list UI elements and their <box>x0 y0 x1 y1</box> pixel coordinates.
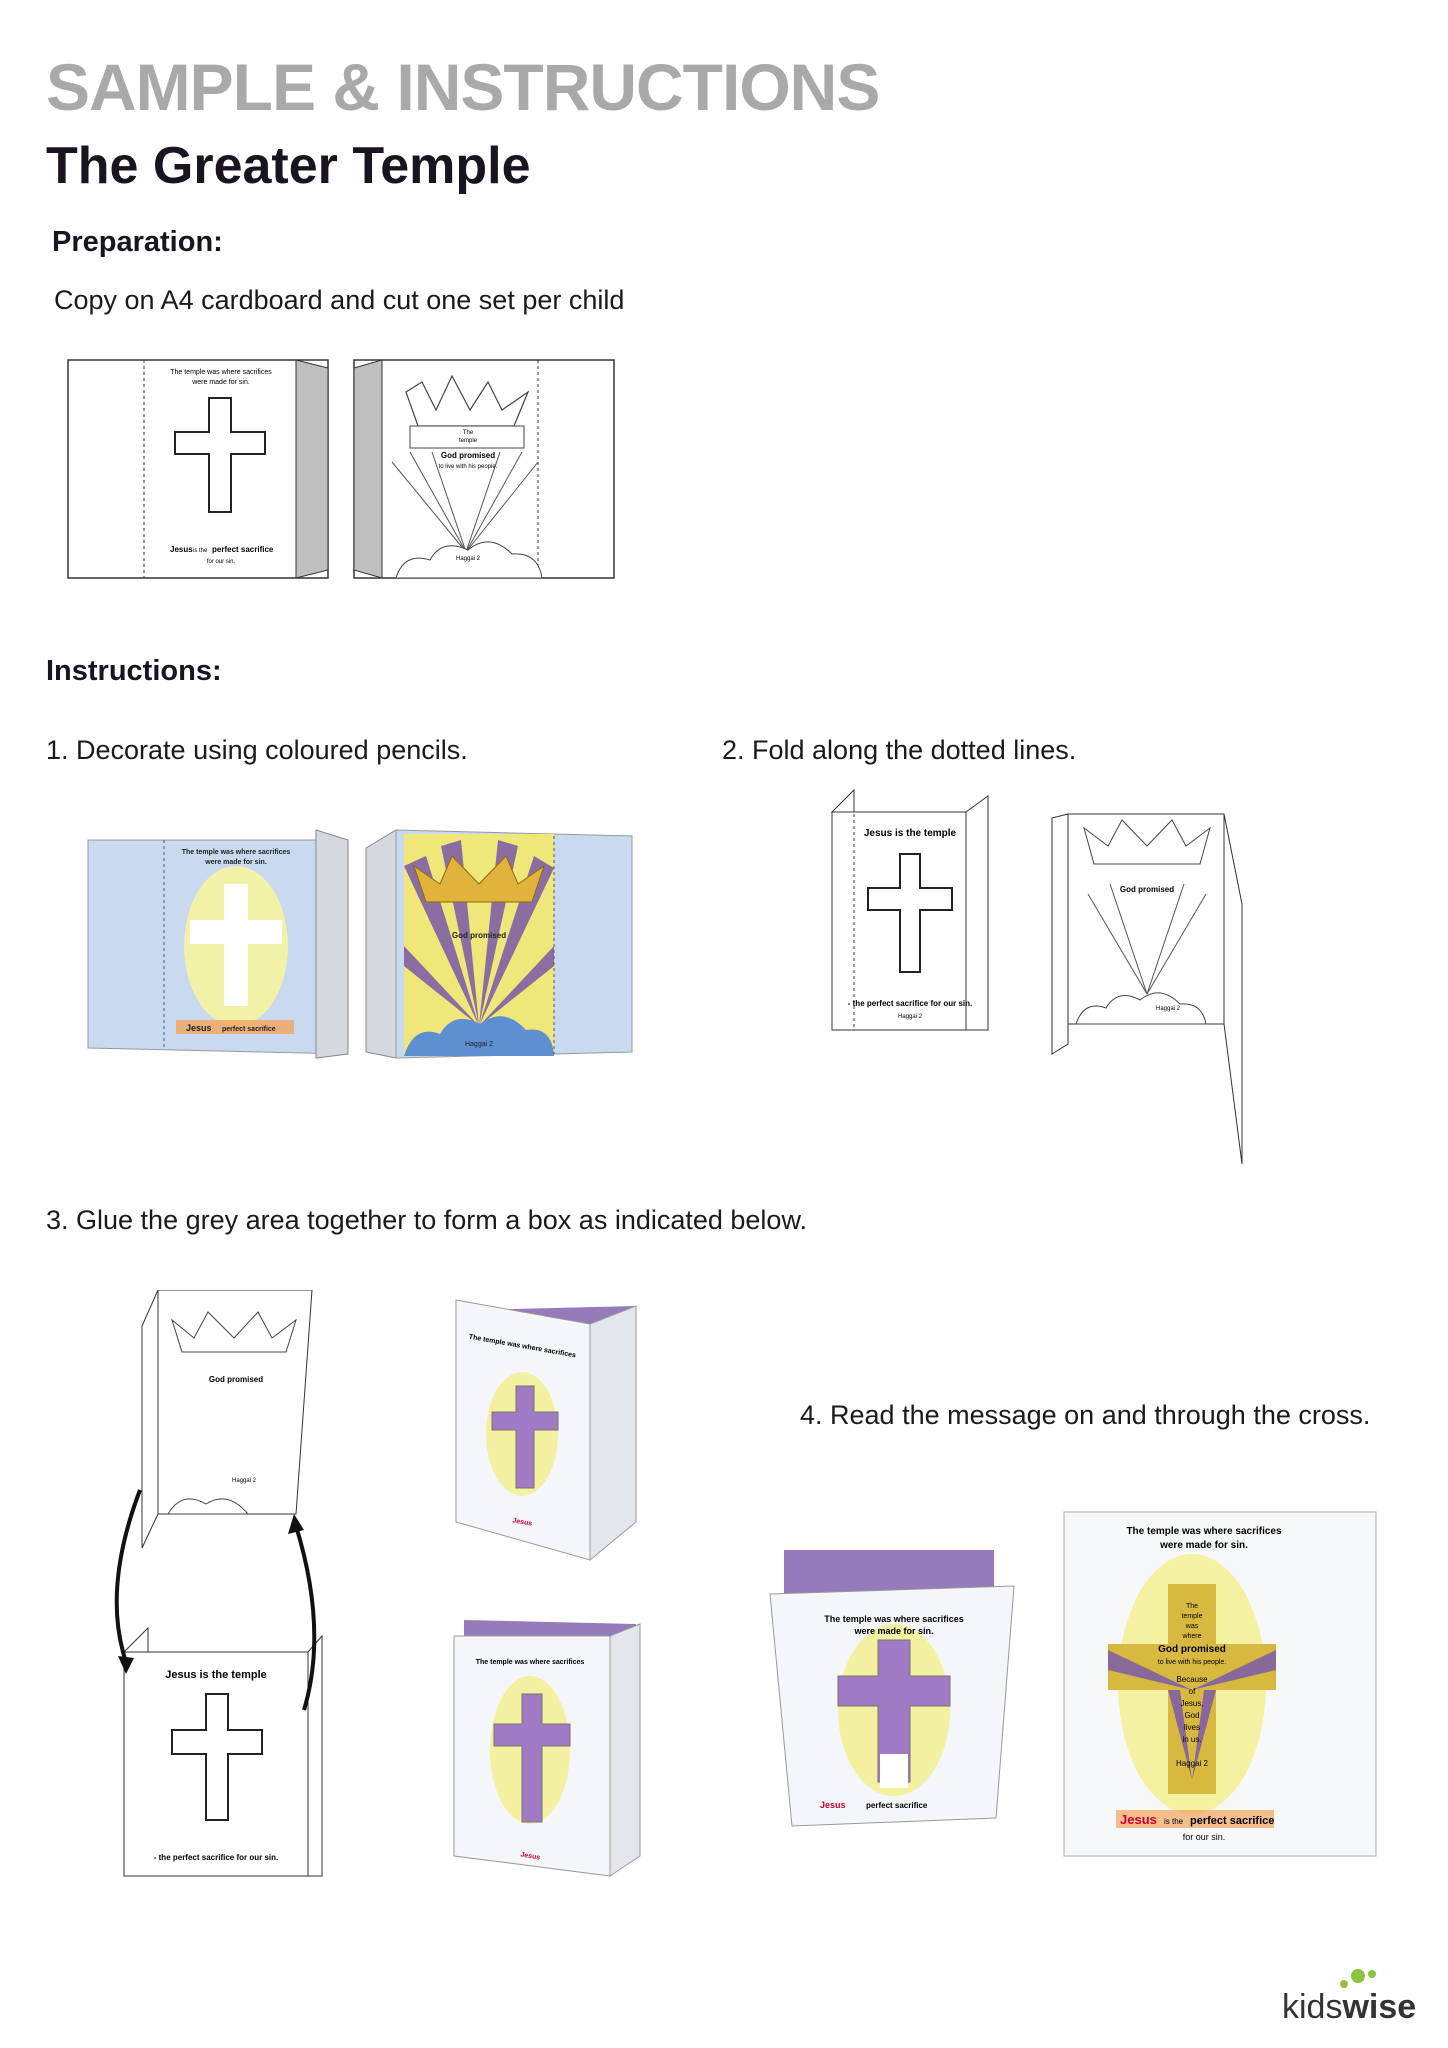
logo-wise: wise <box>1342 1988 1417 2026</box>
read-photo-2-of: of <box>1188 1687 1196 1696</box>
read-photo-1-perfect: perfect sacrifice <box>866 1801 928 1810</box>
decorated-front-jesus: Jesus <box>186 1023 212 1033</box>
read-photo-2-lives: lives <box>1183 1723 1201 1732</box>
decorated-front-top: The temple was where sacrifices <box>181 849 291 856</box>
read-photo-2-god: God promised <box>1158 1644 1226 1655</box>
front-top-text-2: were made for sin. <box>192 379 250 386</box>
glue-back-god: God promised <box>208 1375 264 1384</box>
glue-front-top: Jesus is the temple <box>165 1669 267 1681</box>
box-photo-2-top: The temple was where sacrifices <box>475 1659 585 1666</box>
read-photo-2-was: was <box>1185 1623 1199 1630</box>
instructions-heading: Instructions: <box>46 655 222 687</box>
decorated-back-ref: Haggai 2 <box>464 1041 494 1048</box>
read-photo-2-jesus: Jesus <box>1120 1812 1157 1827</box>
page-title: The Greater Temple <box>46 137 531 195</box>
read-photo-2-where: where <box>1182 1633 1202 1640</box>
read-photo-2-ref: Haggai 2 <box>1175 1759 1209 1768</box>
sample-heading: SAMPLE & INSTRUCTIONS <box>46 50 880 124</box>
folded-back-ref: Haggai 2 <box>1155 1006 1181 1012</box>
step-4-text: 4. Read the message on and through the cross. <box>800 1400 1371 1430</box>
glue-diagram <box>108 1290 328 1890</box>
back-ref: Haggai 2 <box>455 556 481 562</box>
front-bottom-text-2: for our sin. <box>206 559 236 565</box>
read-photo-2-live: to live with his people. <box>1157 1659 1227 1666</box>
back-line-live: to live with his people. <box>438 464 498 470</box>
folded-front-top: Jesus is the temple <box>863 828 957 839</box>
read-photo-2-god-line: God <box>1184 1711 1200 1720</box>
box-photo-2-jesus: Jesus <box>519 1851 541 1862</box>
decorated-template-photo <box>86 826 636 1062</box>
front-top-text: The temple was where sacrifices <box>170 369 272 376</box>
read-photo-2-top: The temple was where sacrifices <box>1126 1526 1282 1537</box>
read-photo-2-temple: temple <box>1181 1613 1203 1620</box>
folded-back-god: God promised <box>1119 885 1175 894</box>
read-photo-1-jesus: Jesus <box>820 1800 846 1810</box>
read-photo-1-top-2: were made for sin. <box>854 1626 934 1636</box>
glue-front-bottom: - the perfect sacrifice for our sin. <box>153 1853 279 1862</box>
decorated-back-god: God promised <box>451 931 507 940</box>
read-photo-2-the: The <box>1185 1603 1199 1610</box>
front-bottom-jesus: Jesus <box>170 545 193 554</box>
step-1-text: 1. Decorate using coloured pencils. <box>46 735 468 765</box>
logo-kids: kids <box>1282 1988 1343 2026</box>
step-3-text: 3. Glue the grey area together to form a box as indicated below. <box>46 1205 807 1235</box>
step-2-text: 2. Fold along the dotted lines. <box>722 735 1077 765</box>
folded-template-illustration <box>830 784 1250 1170</box>
read-photo-2-jesus-line: Jesus, <box>1180 1699 1204 1708</box>
read-photo-2-perfect: perfect sacrifice <box>1190 1815 1275 1827</box>
folded-front-bottom: - the perfect sacrifice for our sin. <box>847 999 973 1008</box>
box-photo-1-top: The temple was where sacrifices <box>468 1333 577 1360</box>
back-line-1: The <box>462 430 474 436</box>
read-photo-2-for-our-sin: for our sin. <box>1182 1832 1226 1842</box>
box-photo-1-jesus: Jesus <box>511 1517 533 1528</box>
box-photos <box>440 1290 650 1880</box>
glue-back-ref: Haggai 2 <box>231 1478 257 1484</box>
preparation-text: Copy on A4 cardboard and cut one set per child <box>54 285 625 315</box>
front-bottom-perfect: perfect sacrifice <box>212 545 274 554</box>
read-photo-2-top-2: were made for sin. <box>1160 1540 1248 1551</box>
read-photo-2-because: Because <box>1176 1675 1208 1684</box>
flat-template-illustration <box>66 352 626 586</box>
folded-front-ref: Haggai 2 <box>897 1014 923 1020</box>
back-line-god: God promised <box>440 451 496 460</box>
front-bottom-is: is the <box>193 548 208 554</box>
read-photo-2-is: is the <box>1164 1817 1184 1826</box>
back-line-2: temple <box>458 438 478 444</box>
read-message-photos <box>764 1510 1384 1860</box>
read-photo-2-in-us: in us. <box>1182 1735 1202 1744</box>
decorated-front-top-2: were made for sin. <box>205 859 267 866</box>
decorated-front-perfect: perfect sacrifice <box>222 1026 276 1033</box>
read-photo-1-top: The temple was where sacrifices <box>824 1614 964 1624</box>
kidswise-logo <box>1280 1966 1430 2030</box>
preparation-heading: Preparation: <box>52 226 223 258</box>
